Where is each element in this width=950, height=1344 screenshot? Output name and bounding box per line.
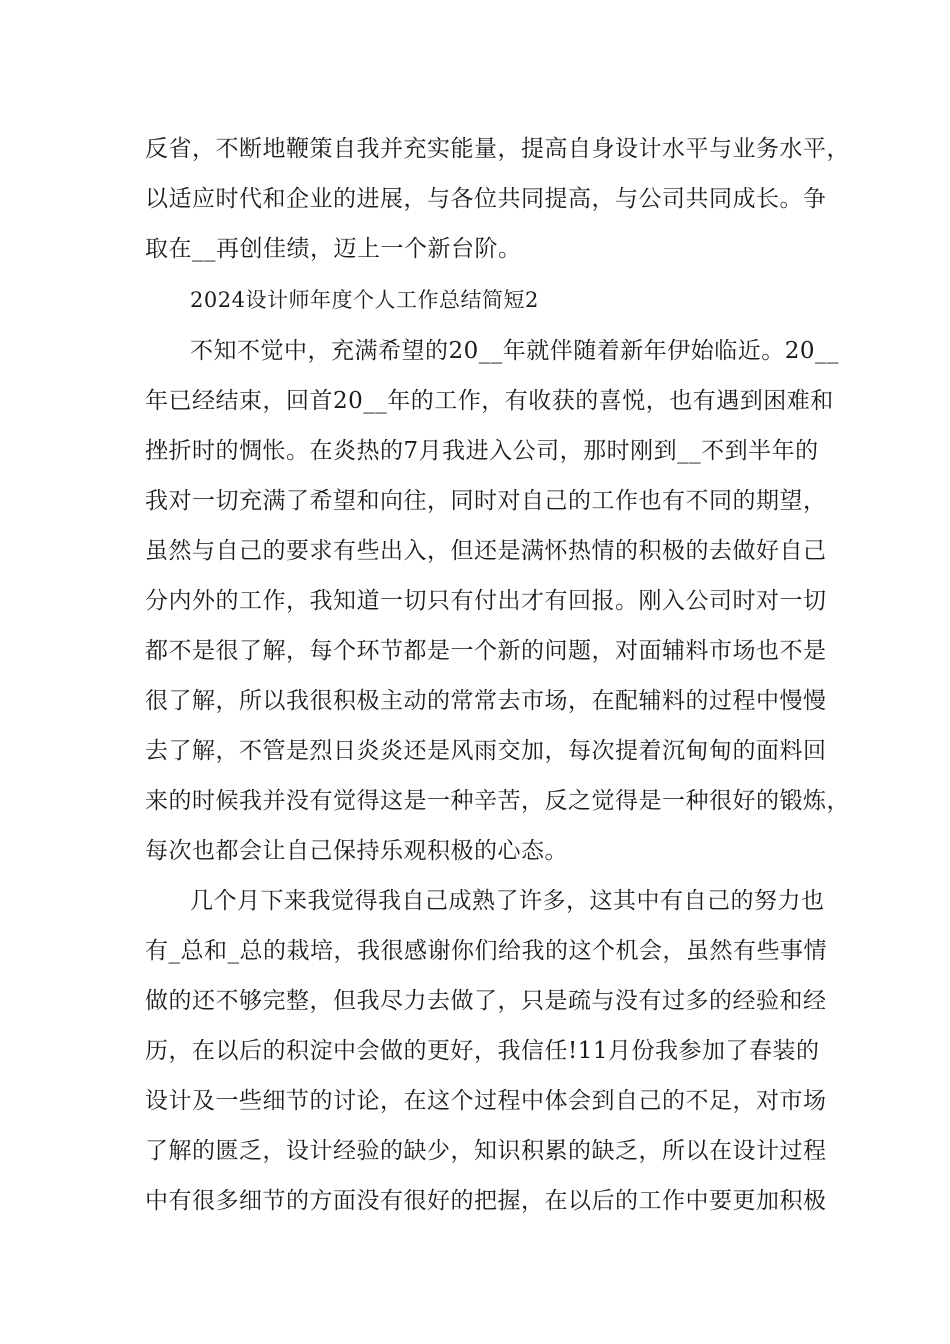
text-line: 挫折时的惆怅。在炎热的7月我进入公司，那时刚到__不到半年的: [145, 438, 819, 464]
section-title: 2024设计师年度个人工作总结简短2: [190, 288, 539, 312]
text-line: 中有很多细节的方面没有很好的把握，在以后的工作中要更加积极: [145, 1188, 827, 1214]
text-line: 设计及一些细节的讨论，在这个过程中体会到自己的不足，对市场: [145, 1088, 827, 1114]
text-line: 很了解，所以我很积极主动的常常去市场，在配辅料的过程中慢慢: [145, 688, 827, 714]
text-line: 每次也都会让自己保持乐观积极的心态。: [145, 838, 568, 864]
text-line: 做的还不够完整，但我尽力去做了，只是疏与没有过多的经验和经: [145, 988, 827, 1014]
text-line: 反省，不断地鞭策自我并充实能量，提高自身设计水平与业务水平，: [145, 136, 850, 162]
text-line: 了解的匮乏，设计经验的缺少，知识积累的缺乏，所以在设计过程: [145, 1138, 827, 1164]
text-line: 几个月下来我觉得我自己成熟了许多，这其中有自己的努力也: [190, 888, 825, 914]
text-line: 来的时候我并没有觉得这是一种辛苦，反之觉得是一种很好的锻炼，: [145, 788, 850, 814]
text-line: 都不是很了解，每个环节都是一个新的问题，对面辅料市场也不是: [145, 638, 827, 664]
text-line: 不知不觉中，充满希望的20__年就伴随着新年伊始临近。20__: [190, 338, 840, 364]
text-line: 分内外的工作，我知道一切只有付出才有回报。刚入公司时对一切: [145, 588, 827, 614]
text-line: 虽然与自己的要求有些出入，但还是满怀热情的积极的去做好自己: [145, 538, 827, 564]
text-line: 以适应时代和企业的进展，与各位共同提高，与公司共同成长。争: [145, 186, 827, 212]
text-line: 去了解，不管是烈日炎炎还是风雨交加，每次提着沉甸甸的面料回: [145, 738, 827, 764]
text-line: 我对一切充满了希望和向往，同时对自己的工作也有不同的期望，: [145, 488, 827, 514]
text-line: 有_总和_总的栽培，我很感谢你们给我的这个机会，虽然有些事情: [145, 938, 827, 964]
text-line: 取在__再创佳绩，迈上一个新台阶。: [145, 236, 522, 262]
text-line: 年已经结束，回首20__年的工作，有收获的喜悦，也有遇到困难和: [145, 388, 834, 414]
text-line: 历，在以后的积淀中会做的更好，我信任!11月份我参加了春装的: [145, 1038, 820, 1064]
